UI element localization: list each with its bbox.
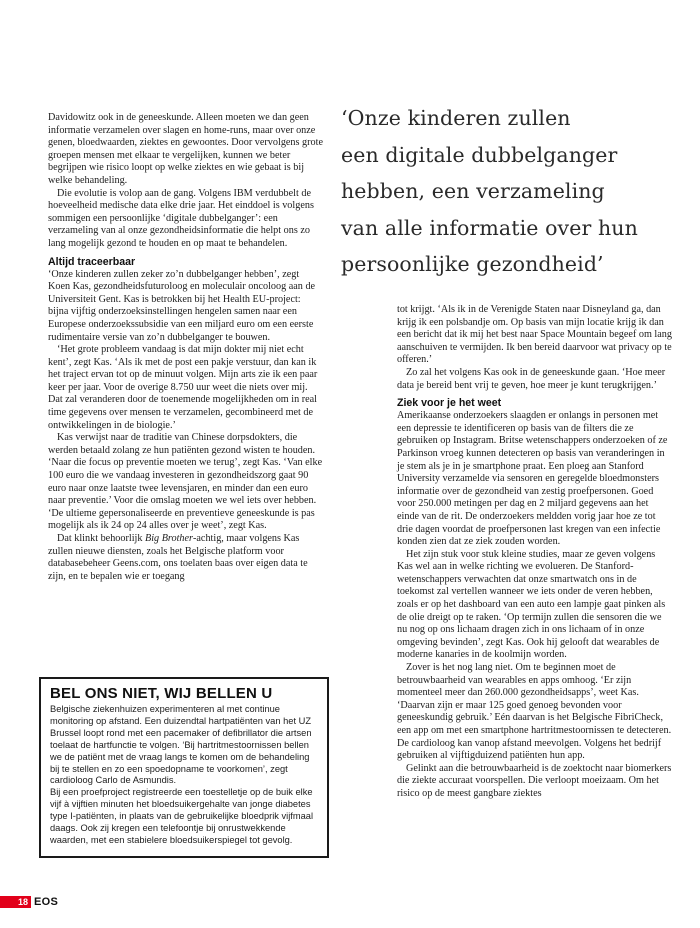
box-body <box>50 704 318 847</box>
paragraph <box>48 533 323 583</box>
pull-quote-line: van alle informatie over hun <box>341 215 638 240</box>
paragraph: Belgische ziekenhuizen experimenteren al met continue monitoring op afstand. Een duizendtal hartpatiënten van het UZ Brussel loopt rond met een pacemaker of defibrillator die artsen toelaat de hartfunctie te volgen. ‘Bij hartritmestoornissen bellen we de patiënt met de vraag langs te komen om de behandeling bij te stellen en zo een spoedopname te voorkomen’, zegt cardioloog Carlo de Asmundis. <box>50 704 312 786</box>
paragraph-text: Dat klinkt behoorlijk <box>57 533 145 544</box>
paragraph-text: -achtig, maar volgens Kas zullen nieuwe diensten, zoals het Belgische platform voor databasebeheer Geens.com, ons toelaten baas over eigen data te zijn, en te bepalen wie er toegang <box>48 533 308 582</box>
paragraph: Die evolutie is volop aan de gang. Volgens IBM verdubbelt de hoeveelheid medische data elke drie jaar. Het einddoel is volgens sommigen een persoonlijke ‘digitale dubbelganger’: een verzameling van al onze gezondheidsinformatie die helpt ons zo lang mogelijk gezond te houden en op maat te behandelen. <box>48 187 314 249</box>
paragraph: Amerikaanse onderzoekers slaagden er onlangs in personen met een depressie te identificeren op basis van de filters die ze gebruiken op Instagram. Britse wetenschappers onderzoeken of ze Parkinson vroeg kunnen detecteren op basis van veranderingen in je stem als je in je smartphone praat. Een ploeg aan Stanford University verzamelde via sensoren en geregelde bloedmonsters informatie over de gezondheid van zestig proefpersonen. Goed voor 250.000 metingen per dag en 2 miljard gegevens aan het einde van de rit. De onderzoekers meldden vorig jaar hoe ze tot drie dagen voordat de proefpersonen last kregen van een infectie konden zien dat ze ziek zouden worden. <box>397 410 668 548</box>
article-column-left <box>48 112 323 583</box>
section-heading: Altijd traceerbaar <box>48 255 136 268</box>
paragraph: Het zijn stuk voor stuk kleine studies, maar ze geven volgens Kas wel aan in welke richting we evolueren. De Stanford-wetenschappers verwachten dat onze smartwatch ons in de toekomst zal vertellen wanneer we iets onder de veren hebben, zoals er op het dashboard van een auto een lampje gaat pinken als de olie dreigt op te raken. ‘Op termijn zullen die sensoren die we nu nog op ons lichaam dragen zich in ons lichaam of in onze omgeving bevinden’, zegt Kas. Ook hij gelooft dat wearables de moderne kanaries in de koolmijn worden. <box>397 548 666 661</box>
paragraph: Bij een proefproject registreerde een toestelletje op de buik elke vijf à vijftien minuten het bloedsuikergehalte van jonge diabetes type I-patiënten, in plaats van de gebruikelijke bloedprik vijfmaal daags. Ook zij kregen een telefoontje bij onrustwekkende waarden, met een stabielere bloedsuikerspiegel tot gevolg. <box>50 787 314 845</box>
pull-quote <box>341 100 676 283</box>
sidebar-box <box>39 677 329 858</box>
magazine-name: EOS <box>34 896 59 908</box>
pull-quote-line: een digitale dubbelganger <box>341 142 618 167</box>
paragraph: Davidowitz ook in de geneeskunde. Alleen moeten we dan geen informatie verzamelen over slagen en home-runs, maar over onze genen, bloedwaarden, ziektes en gewoontes. Door vervolgens grote groepen mensen met elkaar te vergelijken, kunnen we beter begrijpen wie risico loopt op welke ziektes en wie gebaat is bij welke behandeling. <box>48 112 323 186</box>
pull-quote-line: persoonlijke gezondheid’ <box>341 252 604 277</box>
paragraph: Zover is het nog lang niet. Om te beginnen moet de betrouwbaarheid van wearables en apps omhoog. ‘Er zijn momenteel meer dan 260.000 gezondheidsapps’, weet Kas. ‘Daarvan zijn er maar 125 goed genoeg bevonden voor geneeskundig gebruik.’ Eén daarvan is het Belgische FibriCheck, een app om met een smartphone hartritmestoornissen te detecteren. De cardioloog kan vanop afstand meevolgen. Volgens het bedrijf gebruiken al vijftigduizend patiënten hun app. <box>397 662 672 762</box>
page-footer <box>0 895 58 909</box>
article-column-right <box>397 304 672 801</box>
paragraph: Zo zal het volgens Kas ook in de geneeskunde gaan. ‘Hoe meer data je bereid bent vrij te geven, hoe meer je kunt terugkrijgen.’ <box>397 366 666 391</box>
pull-quote-line: hebben, een verzameling <box>341 179 605 204</box>
pull-quote-line: ‘Onze kinderen zullen <box>341 106 571 130</box>
box-title: BEL ONS NIET, WIJ BELLEN U <box>50 685 273 702</box>
paragraph: ‘Het grote probleem vandaag is dat mijn dokter mij niet echt kent’, zegt Kas. ‘Als ik met de post een pakje verstuur, dan kan ik het traject ervan tot op de minuut volgen. Mijn arts zie ik een paar keer per jaar. Voor de overige 8.750 uur weet die niets over mij. Dat zal veranderen door de toenemende mogelijkheden om in real time gegevens over mensen te verzamelen, gecombineerd met de ontwikkelingen in de biologie.’ <box>48 344 318 431</box>
section-heading: Ziek voor je het weet <box>397 397 502 410</box>
page-number: 18 <box>0 896 31 908</box>
paragraph: Gelinkt aan die betrouwbaarheid is de zoektocht naar biomerkers die ziekte accuraat voorspellen. Die verloopt moeizaam. Om het risico op de meest gangbare ziektes <box>397 762 672 799</box>
paragraph: Kas verwijst naar de traditie van Chinese dorpsdokters, die werden betaald zolang ze hun patiënten gezond wisten te houden. ‘Naar die focus op preventie moeten we terug’, zegt Kas. ‘Van elke 100 euro die we vandaag investeren in gezondheidszorg gaat 90 euro naar onze laatste twee levensjaren, en minder dan een euro naar preventie.’ Voor die omslag moeten we wel iets over hebben. ‘De ultieme gepersonaliseerde en preventieve geneeskunde is pas mogelijk als ik 24 op 24 alles over je weet’, zegt Kas. <box>48 432 323 532</box>
paragraph: ‘Onze kinderen zullen zeker zo’n dubbelganger hebben’, zegt Koen Kas, gezondheidsfuturoloog en moleculair oncoloog aan de Universiteit Gent. Kas is betrokken bij het Health EU-project: bijna vijftig onderzoeksinstellingen hengelen samen naar een Europese onderzoekssubsidie van een miljard euro om een eerste rudimentaire versie van zo’n dubbelganger te bouwen. <box>48 268 316 343</box>
emphasis-text: Big Brother <box>145 533 194 544</box>
paragraph: tot krijgt. ‘Als ik in de Verenigde Staten naar Disneyland ga, dan krijg ik een polsbandje om. Op basis van mijn locatie krijg ik dan een bericht dat ik mij het best naar Space Mountain begeef om lang aanschuiven te vermijden. Ik ben bereid daarvoor wat privacy op te offeren.’ <box>397 304 672 366</box>
